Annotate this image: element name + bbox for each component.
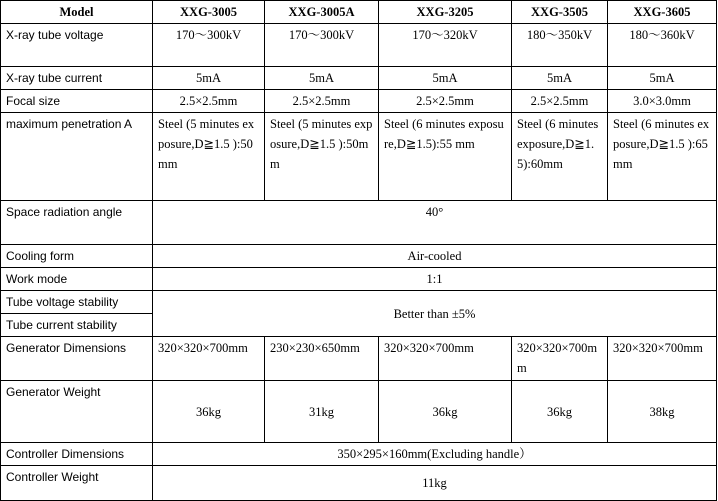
ctrl-weight-row bbox=[1, 466, 717, 501]
penetration-value-1: Steel (5 minutes exposure,D≧1.5 ):50mm bbox=[153, 113, 265, 201]
row-label: Focal size bbox=[1, 90, 153, 113]
ctrl-dims-value: 350×295×160mm(Excluding handle） bbox=[153, 443, 717, 466]
row-label: Space radiation angle bbox=[1, 201, 153, 245]
current-value-3: 5mA bbox=[379, 67, 512, 90]
row-label: Cooling form bbox=[1, 245, 153, 268]
penetration-value-3: Steel (6 minutes exposure,D≧1.5):55 mm bbox=[379, 113, 512, 201]
focal-value-5: 3.0×3.0mm bbox=[608, 90, 717, 113]
header-model: Model bbox=[1, 1, 153, 24]
row-label: X-ray tube current bbox=[1, 67, 153, 90]
header-model-5: XXG-3605 bbox=[608, 1, 717, 24]
gen-weight-row bbox=[1, 381, 717, 443]
voltage-value-4: 180～350kV bbox=[512, 24, 608, 67]
row-label: X-ray tube voltage bbox=[1, 24, 153, 67]
row-label: Generator Dimensions bbox=[1, 337, 153, 381]
ctrl-dims-row bbox=[1, 443, 717, 466]
penetration-value-5: Steel (6 minutes exposure,D≧1.5 ):65mm bbox=[608, 113, 717, 201]
current-value-4: 5mA bbox=[512, 67, 608, 90]
row-label: Generator Weight bbox=[1, 381, 153, 443]
gen-weight-value-2: 31kg bbox=[265, 381, 379, 443]
voltage-value-2: 170～300kV bbox=[265, 24, 379, 67]
row-label: maximum penetration A bbox=[1, 113, 153, 201]
voltage-row bbox=[1, 24, 717, 67]
cooling-value: Air-cooled bbox=[153, 245, 717, 268]
angle-row bbox=[1, 201, 717, 245]
gen-dims-value-5: 320×320×700mm bbox=[608, 337, 717, 381]
cooling-row bbox=[1, 245, 717, 268]
stability-value: Better than ±5% bbox=[153, 291, 717, 337]
gen-dims-value-1: 320×320×700mm bbox=[153, 337, 265, 381]
gen-weight-value-4: 36kg bbox=[512, 381, 608, 443]
penetration-value-2: Steel (5 minutes exposure,D≧1.5 ):50mm bbox=[265, 113, 379, 201]
gen-weight-value-1: 36kg bbox=[153, 381, 265, 443]
voltage-stability-row bbox=[1, 291, 717, 314]
focal-value-2: 2.5×2.5mm bbox=[265, 90, 379, 113]
angle-value: 40° bbox=[153, 201, 717, 245]
focal-value-1: 2.5×2.5mm bbox=[153, 90, 265, 113]
row-label: Tube voltage stability bbox=[1, 291, 153, 314]
gen-dims-value-4: 320×320×700mm bbox=[512, 337, 608, 381]
ctrl-weight-value: 11kg bbox=[153, 466, 717, 501]
current-row bbox=[1, 67, 717, 90]
focal-row bbox=[1, 90, 717, 113]
focal-value-3: 2.5×2.5mm bbox=[379, 90, 512, 113]
work-mode-row bbox=[1, 268, 717, 291]
row-label: Controller Dimensions bbox=[1, 443, 153, 466]
focal-value-4: 2.5×2.5mm bbox=[512, 90, 608, 113]
work-mode-value: 1:1 bbox=[153, 268, 717, 291]
current-value-1: 5mA bbox=[153, 67, 265, 90]
current-value-5: 5mA bbox=[608, 67, 717, 90]
header-row bbox=[1, 1, 717, 24]
row-label: Tube current stability bbox=[1, 314, 153, 337]
voltage-value-1: 170～300kV bbox=[153, 24, 265, 67]
voltage-value-3: 170～320kV bbox=[379, 24, 512, 67]
header-model-2: XXG-3005A bbox=[265, 1, 379, 24]
current-value-2: 5mA bbox=[265, 67, 379, 90]
header-model-4: XXG-3505 bbox=[512, 1, 608, 24]
header-model-1: XXG-3005 bbox=[153, 1, 265, 24]
gen-weight-value-5: 38kg bbox=[608, 381, 717, 443]
penetration-row bbox=[1, 113, 717, 201]
row-label: Work mode bbox=[1, 268, 153, 291]
penetration-value-4: Steel (6 minutes exposure,D≧1.5):60mm bbox=[512, 113, 608, 201]
gen-dims-value-3: 320×320×700mm bbox=[379, 337, 512, 381]
row-label: Controller Weight bbox=[1, 466, 153, 501]
voltage-value-5: 180～360kV bbox=[608, 24, 717, 67]
gen-weight-value-3: 36kg bbox=[379, 381, 512, 443]
gen-dims-row bbox=[1, 337, 717, 381]
gen-dims-value-2: 230×230×650mm bbox=[265, 337, 379, 381]
header-model-3: XXG-3205 bbox=[379, 1, 512, 24]
